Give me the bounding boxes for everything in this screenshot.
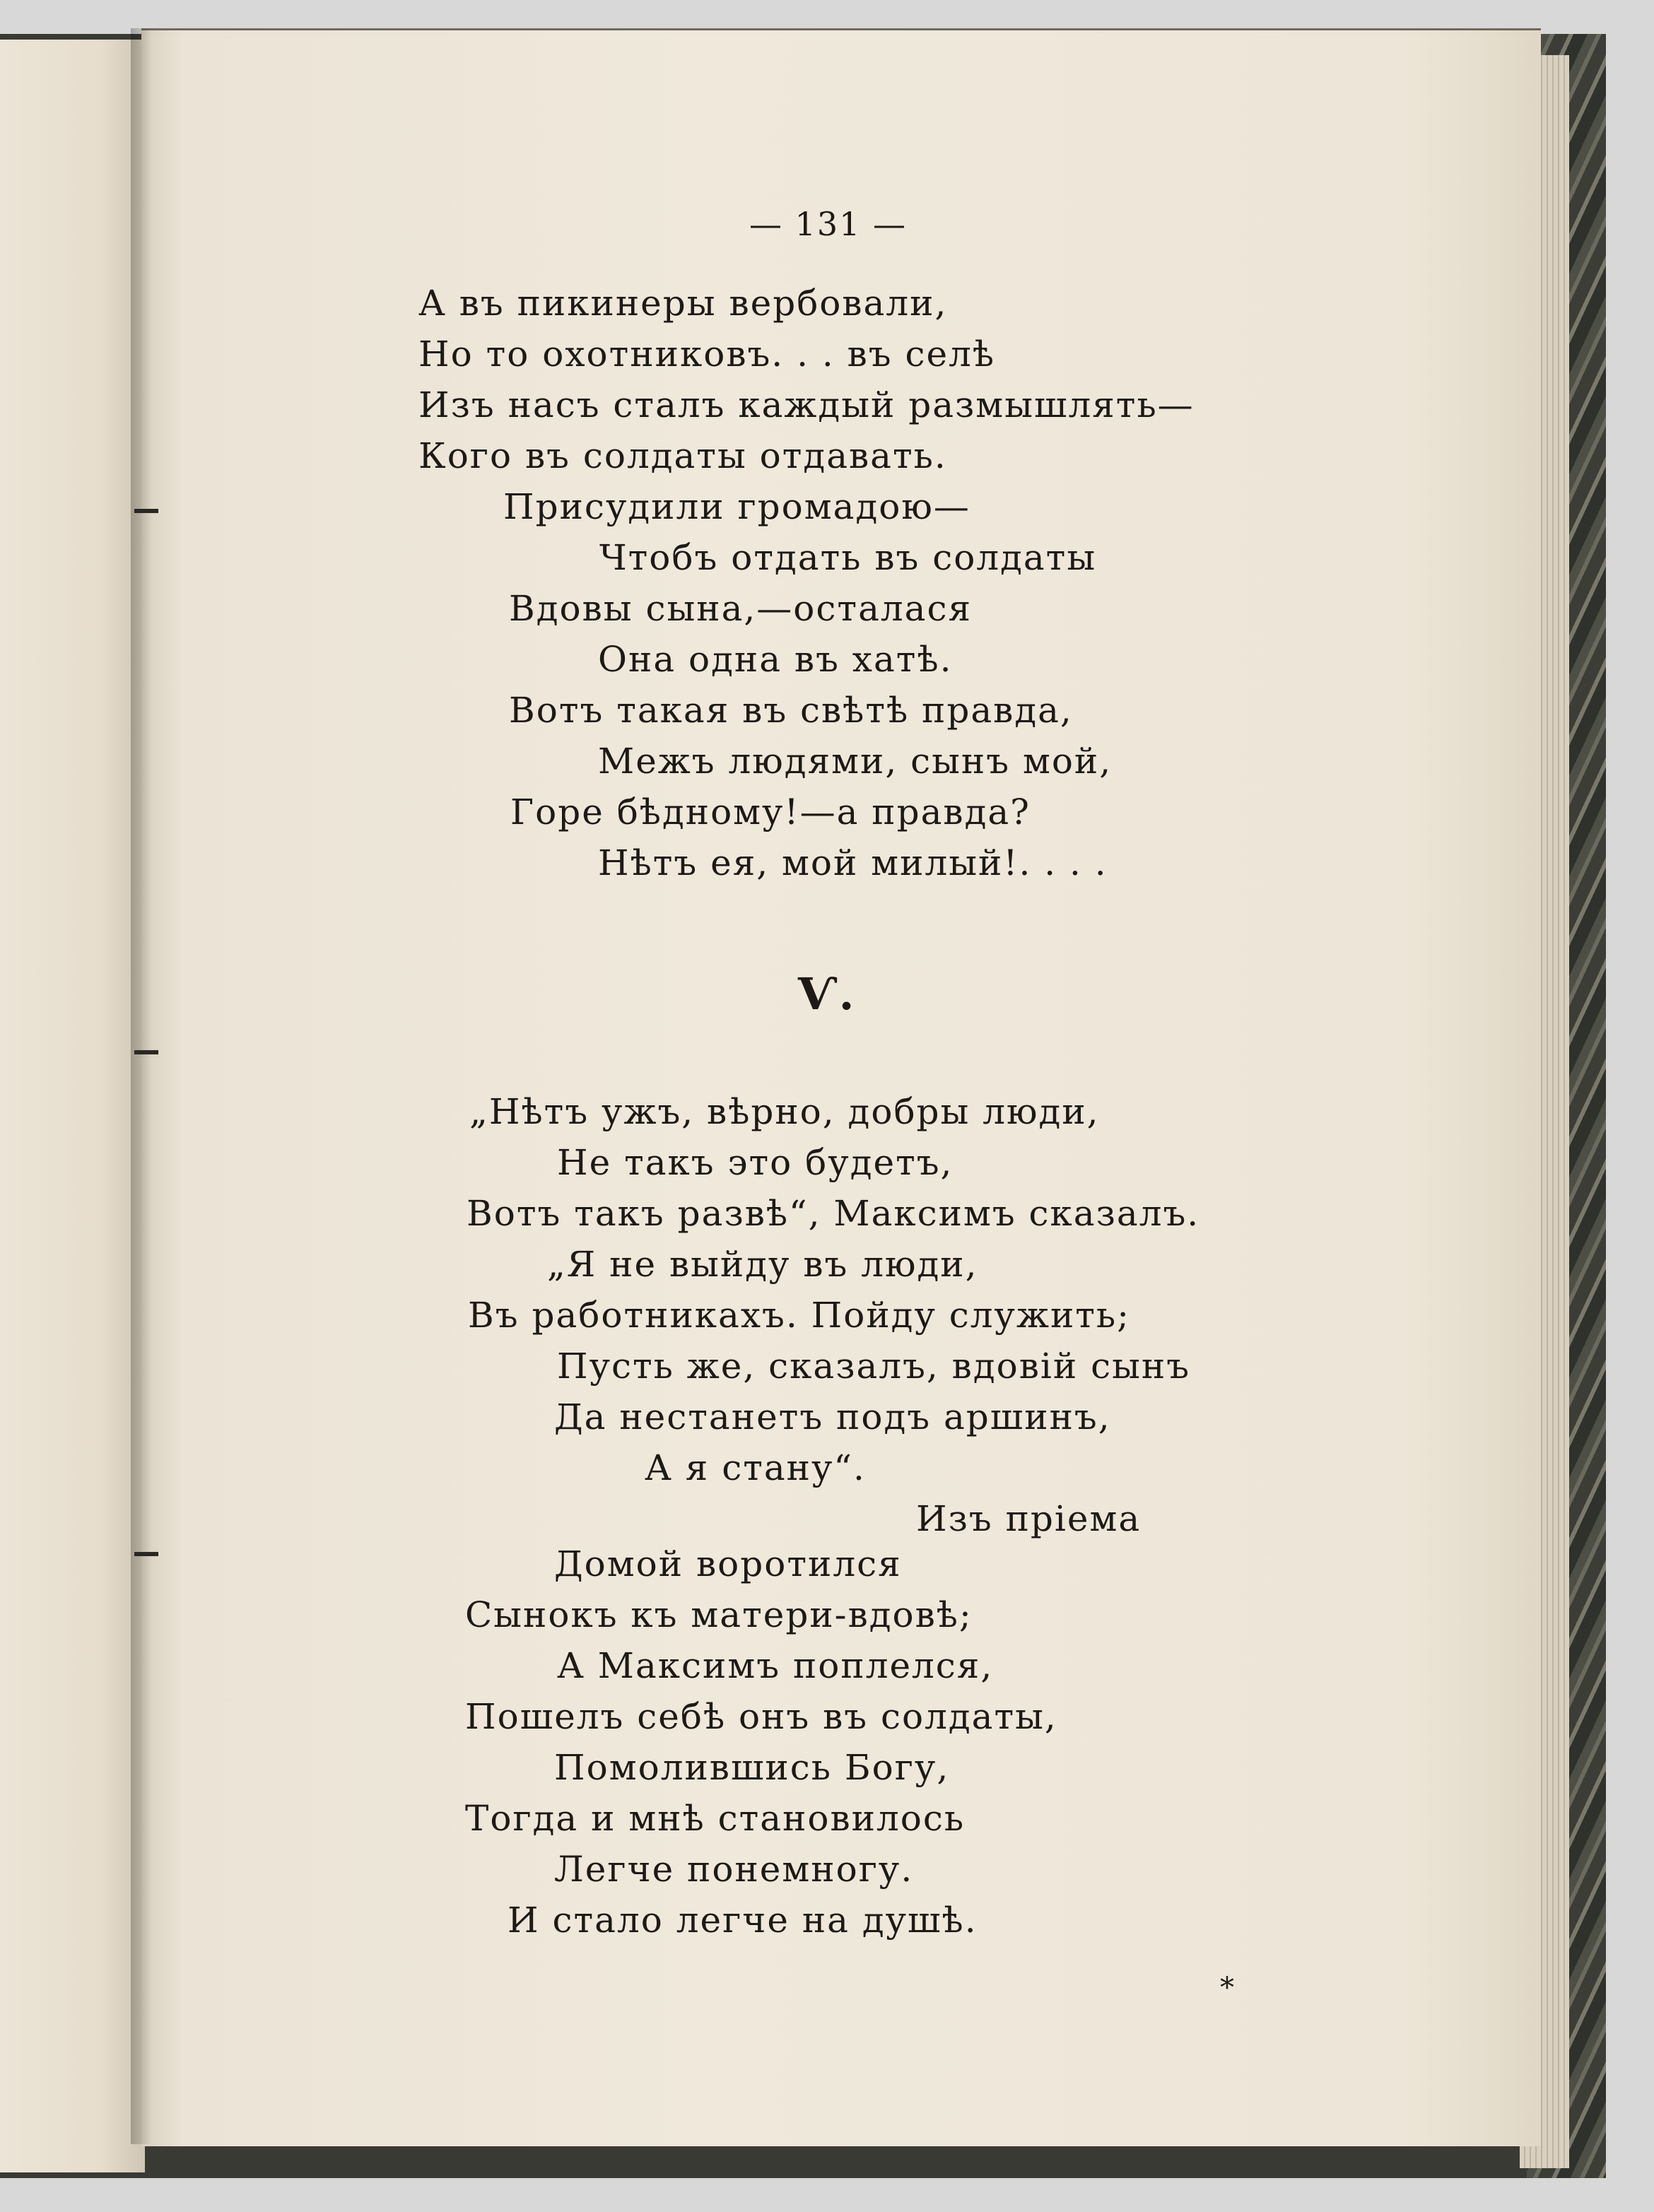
binding-stitch [134,1552,158,1556]
verse-line: Но то охотниковъ. . . въ селѣ [418,334,996,375]
verse-line: Пусть же, сказалъ, вдовій сынъ [557,1346,1191,1387]
verse-line: Домой воротился [554,1543,902,1584]
verse-line: Кого въ солдаты отдавать. [418,435,947,476]
verse-line: Нѣтъ ея, мой милый!. . . . [598,842,1108,883]
verse-line: Изъ насъ сталъ каждый размышлять— [418,384,1195,425]
verse-line: Въ работникахъ. Пойду служить; [468,1295,1131,1336]
page-number: — 131 — [749,205,908,243]
verse-line: Чтобъ отдать въ солдаты [599,537,1097,578]
verse-line: И стало легче на душѣ. [508,1900,978,1941]
verse-line: Присудили громадою— [503,486,970,527]
verse-line: Да нестанетъ подъ аршинъ, [554,1396,1111,1437]
verse-line: Межъ людями, сынъ мой, [598,741,1113,782]
verse-line: Горе бѣдному!—а правда? [510,792,1031,833]
verse-line: Изъ пріема [916,1498,1142,1539]
verse-line: Вдовы сына,—осталася [509,588,972,629]
verse-line: Вотъ такая въ свѣтѣ правда, [509,690,1073,731]
section-heading: Ѵ. [797,968,856,1020]
verse-line: Сынокъ къ матери-вдовѣ; [465,1594,973,1635]
verse-line: А Максимъ поплелся, [557,1645,994,1686]
verse-line: Пошелъ себѣ онъ въ солдаты, [465,1696,1057,1737]
verse-line: Вотъ такъ развѣ“, Максимъ сказалъ. [467,1193,1200,1234]
verse-line: Не такъ это будетъ, [557,1142,954,1183]
facing-page-edge [0,40,145,2172]
binding-stitch [134,509,158,513]
verse-line: Тогда и мнѣ становилось [465,1798,966,1839]
verse-line: А я стану“. [645,1447,866,1488]
verse-line: „Я не выйду въ люди, [547,1244,978,1285]
verse-line: „Нѣтъ ужъ, вѣрно, добры люди, [469,1091,1100,1132]
page-gutter-shadow [131,28,152,2144]
verse-line: Помолившись Богу, [554,1747,950,1788]
binding-stitch [134,1050,158,1054]
footer-asterisk: * [1220,1972,1236,2004]
verse-line: Она одна въ хатѣ. [598,639,953,680]
verse-line: Легче понемногу. [554,1849,914,1890]
verse-line: А въ пикинеры вербовали, [418,283,948,324]
